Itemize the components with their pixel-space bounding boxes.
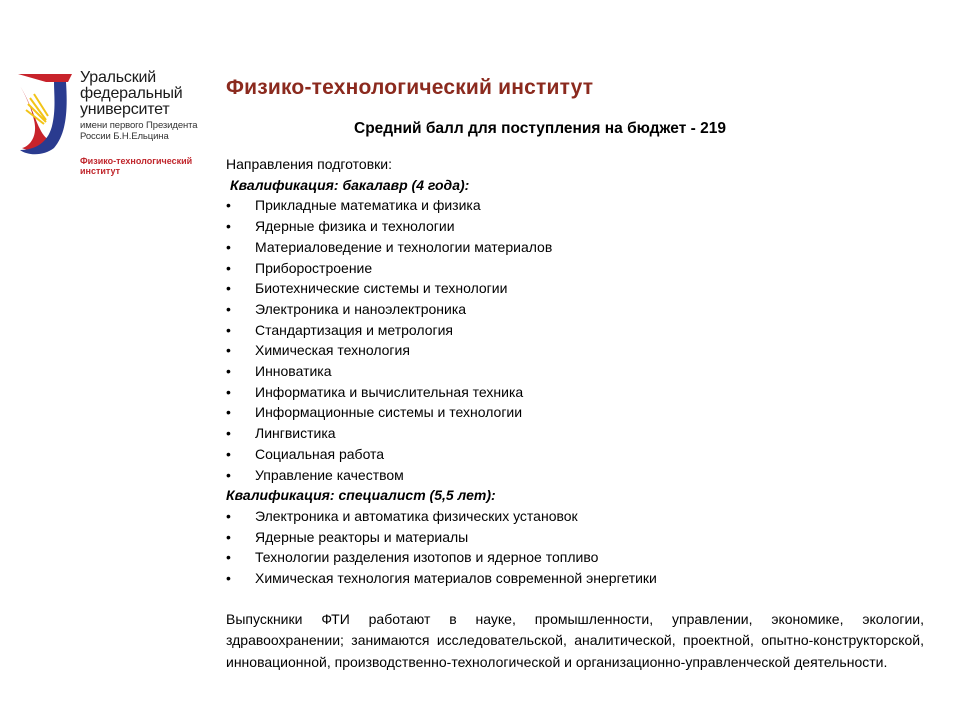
- ural-university-emblem-icon: [16, 72, 74, 156]
- list-item-label: Электроника и наноэлектроника: [255, 300, 467, 317]
- list-item-label: Лингвистика: [255, 425, 336, 442]
- list-item-label: Технологии разделения изотопов и ядерное топливо: [255, 549, 599, 566]
- bullet-icon: •: [226, 528, 231, 545]
- list-item-label: Ядерные физика и технологии: [255, 218, 455, 235]
- bachelor-directions-list: [226, 195, 926, 485]
- list-item-label: Электроника и автоматика физических установок: [255, 507, 578, 524]
- bullet-icon: •: [226, 507, 231, 524]
- list-item-label: Приборостроение: [255, 259, 373, 276]
- page-subtitle: Средний балл для поступления на бюджет - 219: [354, 120, 726, 137]
- list-item: [226, 506, 926, 527]
- bullet-icon: •: [226, 570, 231, 587]
- list-item: [226, 195, 926, 216]
- bullet-icon: •: [226, 259, 231, 276]
- list-item: [226, 547, 926, 568]
- list-item-label: Управление качеством: [255, 466, 404, 483]
- list-item: [226, 320, 926, 341]
- bullet-icon: •: [226, 363, 231, 380]
- page-title: Физико-технологический институт: [226, 76, 594, 99]
- list-item: [226, 568, 926, 589]
- list-item: [226, 340, 926, 361]
- list-item-label: Химическая технология материалов современной энергетики: [255, 570, 657, 587]
- bullet-icon: •: [226, 218, 231, 235]
- bullet-icon: •: [226, 383, 231, 400]
- list-item: [226, 402, 926, 423]
- specialist-directions-list: [226, 506, 926, 589]
- list-item: [226, 382, 926, 403]
- bullet-icon: •: [226, 300, 231, 317]
- list-item: [226, 361, 926, 382]
- university-name: Уральский федеральный университет: [80, 69, 183, 118]
- list-item: [226, 237, 926, 258]
- specialist-qualification-label: Квалификация: специалист (5,5 лет):: [226, 487, 496, 504]
- list-item: [226, 299, 926, 320]
- bullet-icon: •: [226, 425, 231, 442]
- list-item-label: Информационные системы и технологии: [255, 404, 523, 421]
- list-item: [226, 444, 926, 465]
- graduates-paragraph: Выпускники ФТИ работают в науке, промышленности, управлении, экономике, экологии, здравоохранении; занимаются исследовательской, аналитической, проектной, опытно-конструкторской, инновационной, производственно-технологической и организационно-управленческой деятельности.: [226, 610, 924, 670]
- list-item: [226, 278, 926, 299]
- bullet-icon: •: [226, 280, 231, 297]
- list-item-label: Инноватика: [255, 363, 332, 380]
- bullet-icon: •: [226, 404, 231, 421]
- list-item-label: Социальная работа: [255, 445, 385, 462]
- university-named-after: имени первого Президента России Б.Н.Ельцина: [80, 120, 198, 142]
- list-item: [226, 216, 926, 237]
- list-item-label: Ядерные реакторы и материалы: [255, 528, 469, 545]
- list-item-label: Стандартизация и метрология: [255, 321, 454, 338]
- bullet-icon: •: [226, 321, 231, 338]
- list-item-label: Материаловедение и технологии материалов: [255, 238, 553, 255]
- main-content: [226, 154, 926, 673]
- bullet-icon: •: [226, 238, 231, 255]
- logo-text: [80, 70, 220, 142]
- list-item-label: Прикладные математика и физика: [255, 197, 481, 214]
- bullet-icon: •: [226, 549, 231, 566]
- university-logo: [16, 68, 216, 198]
- list-item: [226, 465, 926, 486]
- list-item: [226, 527, 926, 548]
- logo-institute-name: Физико-технологический институт: [80, 156, 193, 176]
- bullet-icon: •: [226, 197, 231, 214]
- list-item: [226, 258, 926, 279]
- list-item-label: Информатика и вычислительная техника: [255, 383, 524, 400]
- directions-label: Направления подготовки:: [226, 156, 392, 172]
- list-item-label: Биотехнические системы и технологии: [255, 280, 508, 297]
- bullet-icon: •: [226, 445, 231, 462]
- bachelor-qualification-label: Квалификация: бакалавр (4 года):: [230, 176, 470, 193]
- list-item: [226, 423, 926, 444]
- list-item-label: Химическая технология: [255, 342, 410, 359]
- bullet-icon: •: [226, 466, 231, 483]
- bullet-icon: •: [226, 342, 231, 359]
